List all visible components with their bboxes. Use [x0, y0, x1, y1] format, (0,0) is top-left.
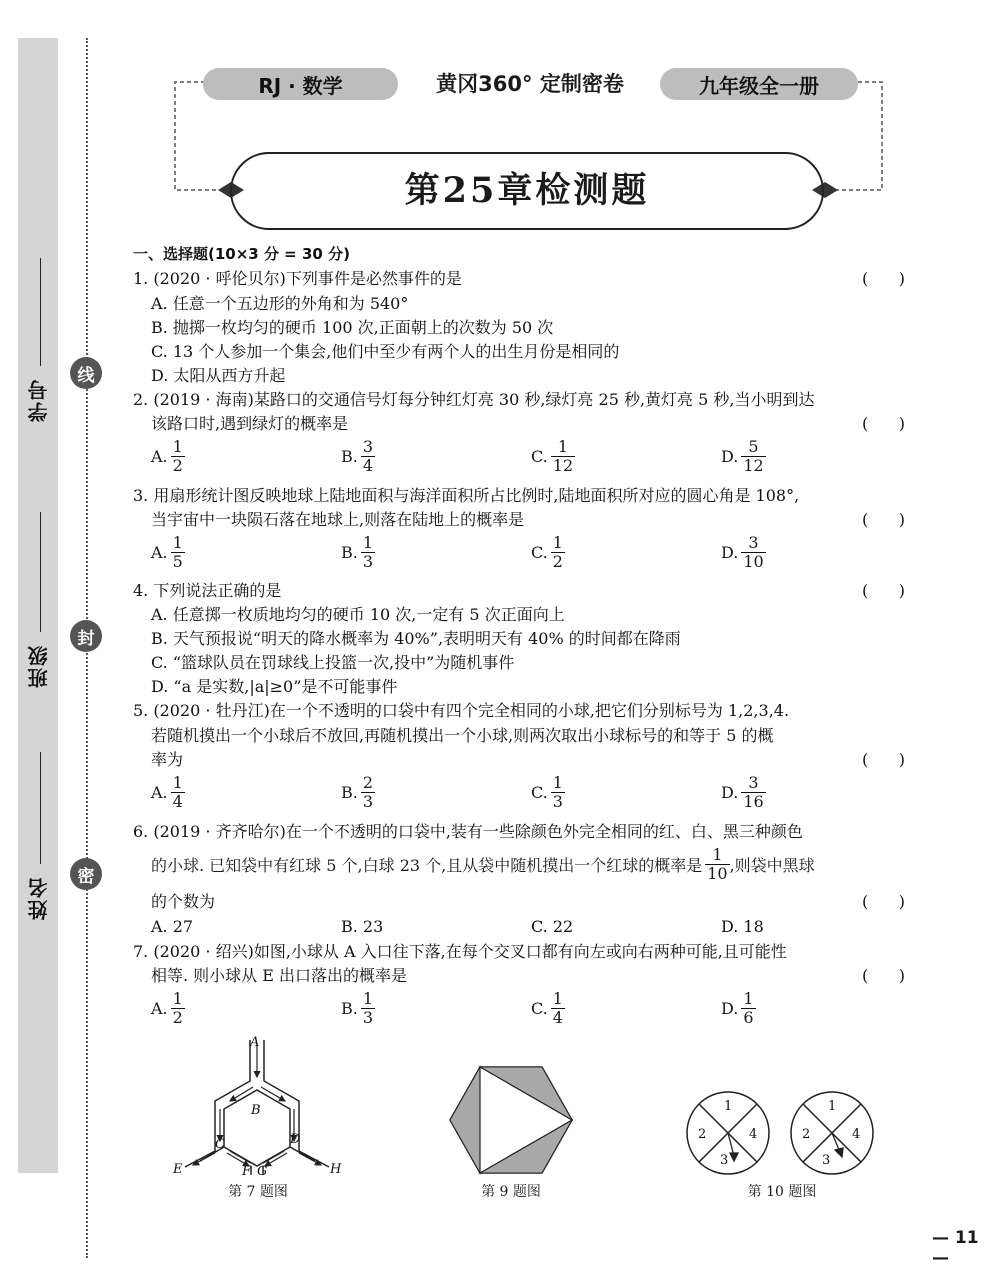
q1-answer-bracket: ( )	[862, 269, 905, 288]
q3-option-a: A. $\frac{1}{5}$	[151, 533, 183, 571]
fig10-spinner2-sector-2: 2	[802, 1127, 811, 1142]
q3-line2: 当宇宙中一块陨石落在地球上,则落在陆地上的概率是	[151, 510, 525, 529]
label-xuehao: 学号	[27, 378, 51, 422]
q1-option-b: B. 抛掷一枚均匀的硬币 100 次,正面朝上的次数为 50 次	[151, 318, 554, 337]
q1-option-a: A. 任意一个五边形的外角和为 540°	[151, 294, 409, 313]
q1-stem: 1. (2020 · 呼伦贝尔)下列事件是必然事件的是	[133, 269, 462, 288]
q4-option-a: A. 任意掷一枚质地均匀的硬币 10 次,一定有 5 次正面向上	[151, 605, 565, 624]
figure-10-diagram	[680, 1090, 885, 1178]
fig10-spinner2-sector-3: 3	[822, 1153, 831, 1168]
q6-answer-bracket: ( )	[862, 892, 905, 911]
q5-option-d: D. $\frac{3}{16}$	[721, 773, 764, 811]
q3-line1: 3. 用扇形统计图反映地球上陆地面积与海洋面积所占比例时,陆地面积所对应的圆心角是 108°,	[133, 486, 800, 505]
q2-line1: 2. (2019 · 海南)某路口的交通信号灯每分钟红灯亮 30 秒,绿灯亮 25 秒,黄灯亮 5 秒,当小明到达	[133, 390, 815, 409]
xuehao-blank	[40, 258, 41, 366]
q3-option-d: D. $\frac{3}{10}$	[721, 533, 764, 571]
fig7-label-d: D	[290, 1132, 301, 1147]
q5-line2: 若随机摸出一个小球后不放回,再随机摸出一个小球,则两次取出小球标号的和等于 5 的概	[151, 726, 774, 745]
q7-option-d: D. $\frac{1}{6}$	[721, 989, 754, 1027]
q5-option-b: B. $\frac{2}{3}$	[341, 773, 374, 811]
q4-answer-bracket: ( )	[862, 581, 905, 600]
series-title: 黄冈360° 定制密卷	[436, 72, 624, 96]
fig10-spinner2-sector-1: 1	[828, 1099, 837, 1114]
seal-feng: 封	[70, 620, 102, 652]
fig7-label-h: H	[330, 1162, 342, 1177]
q1-option-c: C. 13 个人参加一个集会,他们中至少有两个人的出生月份是相同的	[151, 342, 620, 361]
figure-9-caption: 第 9 题图	[481, 1184, 541, 1200]
q3-option-c: C. $\frac{1}{2}$	[531, 533, 563, 571]
fig7-label-g: G	[257, 1164, 268, 1179]
label-banji: 班级	[27, 644, 51, 688]
q2-option-c: C. $\frac{1}{12}$	[531, 437, 574, 475]
fig7-label-b: B	[251, 1103, 261, 1118]
q7-option-c: C. $\frac{1}{4}$	[531, 989, 563, 1027]
q7-line2: 相等. 则小球从 E 出口落出的概率是	[151, 966, 408, 985]
figure-7-diagram	[165, 1035, 355, 1180]
fig7-label-a: A	[250, 1035, 260, 1050]
q6-line3: 的个数为	[151, 892, 216, 911]
q2-option-d: D. $\frac{5}{12}$	[721, 437, 764, 475]
section-heading: 一、选择题(10×3 分 = 30 分)	[133, 245, 350, 263]
q4-stem: 4. 下列说法正确的是	[133, 581, 282, 600]
seal-xian: 线	[70, 357, 102, 389]
q3-option-b: B. $\frac{1}{3}$	[341, 533, 374, 571]
grade-pill: 九年级全一册	[660, 68, 858, 100]
fig7-label-e: E	[173, 1162, 183, 1177]
page-number: — 11 —	[932, 1228, 979, 1268]
q3-answer-bracket: ( )	[862, 510, 905, 529]
xingming-blank	[40, 752, 41, 864]
fig10-spinner1-sector-3: 3	[720, 1153, 729, 1168]
fig7-label-c: C	[215, 1137, 225, 1152]
q1-option-d: D. 太阳从西方升起	[151, 366, 286, 385]
q6-line1: 6. (2019 · 齐齐哈尔)在一个不透明的口袋中,装有一些除颜色外完全相同的红、白、黑三种颜色	[133, 822, 803, 841]
q2-answer-bracket: ( )	[862, 414, 905, 433]
q6-option-a: A. 27	[151, 917, 194, 936]
figure-10-caption: 第 10 题图	[747, 1184, 817, 1200]
q7-line1: 7. (2020 · 绍兴)如图,小球从 A 入口往下落,在每个交叉口都有向左或向右两种可能,且可能性	[133, 942, 787, 961]
banji-blank	[40, 512, 41, 632]
q7-answer-bracket: ( )	[862, 966, 905, 985]
fig10-spinner1-sector-1: 1	[724, 1099, 733, 1114]
q2-option-b: B. $\frac{3}{4}$	[341, 437, 374, 475]
seal-mi: 密	[70, 858, 102, 890]
q2-option-a: A. $\frac{1}{2}$	[151, 437, 183, 475]
fig10-spinner1-sector-2: 2	[698, 1127, 707, 1142]
q4-option-d: D. “a 是实数,|a|≥0”是不可能事件	[151, 677, 398, 696]
chapter-title: 第25章检测题	[404, 170, 650, 211]
q5-option-a: A. $\frac{1}{4}$	[151, 773, 183, 811]
q2-line2: 该路口时,遇到绿灯的概率是	[151, 414, 349, 433]
fig7-label-f: F	[242, 1164, 252, 1179]
q4-option-c: C. “篮球队员在罚球线上投篮一次,投中”为随机事件	[151, 653, 515, 672]
q5-option-c: C. $\frac{1}{3}$	[531, 773, 563, 811]
label-xingming: 姓名	[27, 876, 51, 920]
q4-option-b: B. 天气预报说“明天的降水概率为 40%”,表明明天有 40% 的时间都在降雨	[151, 629, 681, 648]
q7-option-b: B. $\frac{1}{3}$	[341, 989, 374, 1027]
q6-line2: 的小球. 已知袋中有红球 5 个,白球 23 个,且从袋中随机摸出一个红球的概率是 $\frac{1}{10}$ ,则袋中黑球	[151, 845, 815, 883]
q5-line1: 5. (2020 · 牡丹江)在一个不透明的口袋中有四个完全相同的小球,把它们分别标号为 1,2,3,4.	[133, 701, 790, 720]
q5-line3: 率为	[151, 750, 184, 769]
q6-option-b: B. 23	[341, 917, 384, 936]
q6-option-c: C. 22	[531, 917, 574, 936]
q6-option-d: D. 18	[721, 917, 764, 936]
fig10-spinner2-sector-4: 4	[852, 1127, 861, 1142]
figure-9-diagram	[448, 1062, 574, 1178]
fig10-spinner1-sector-4: 4	[749, 1127, 758, 1142]
q7-option-a: A. $\frac{1}{2}$	[151, 989, 183, 1027]
subject-pill: RJ · 数学	[203, 68, 398, 100]
q5-answer-bracket: ( )	[862, 750, 905, 769]
figure-7-caption: 第 7 题图	[228, 1184, 288, 1200]
